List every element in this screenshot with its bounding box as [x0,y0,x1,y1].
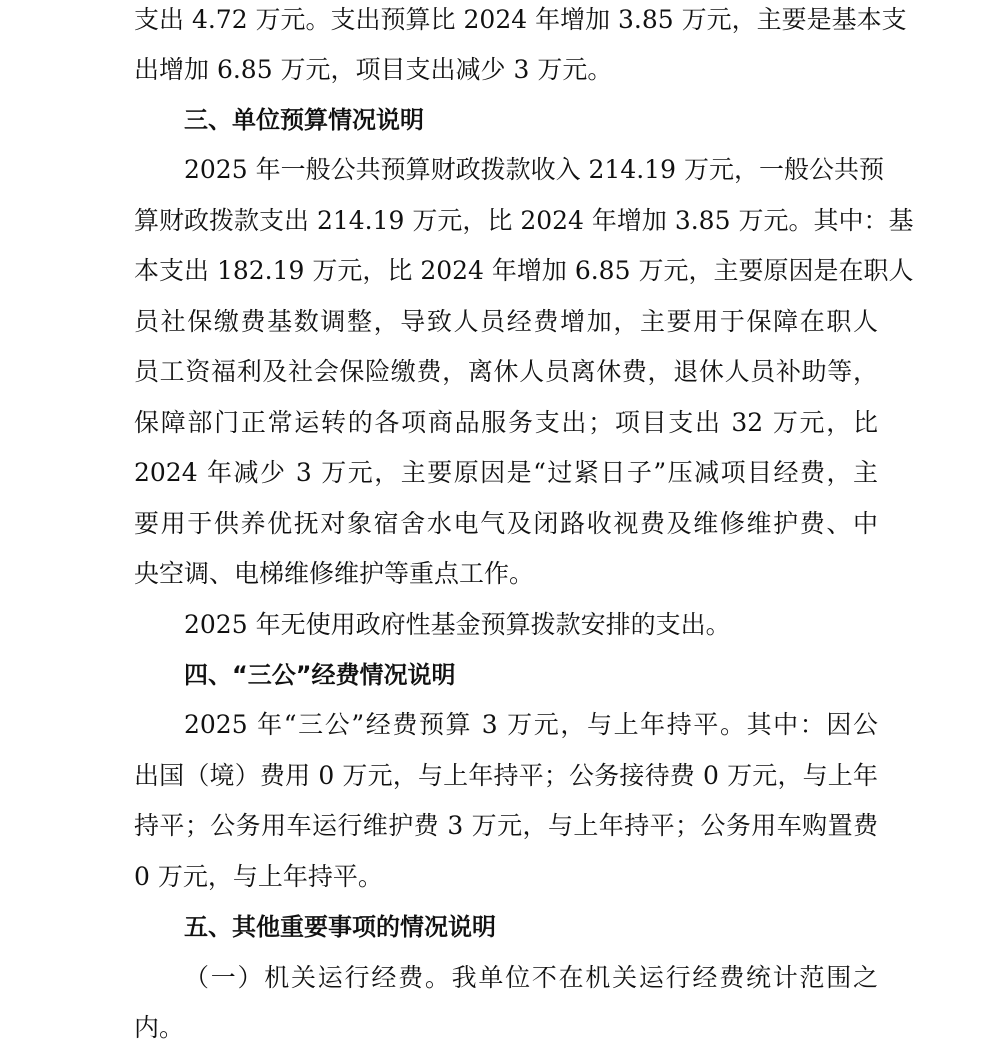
paragraph-line: 0 万元，与上年持平。 [134,862,383,891]
paragraph-line: 内。 [134,1013,185,1042]
paragraph-line: 2025 年无使用政府性基金预算拨款安排的支出。 [184,610,731,639]
paragraph-line: 员工资福利及社会保险缴费，离休人员离休费，退休人员补助等， [134,357,878,386]
paragraph-line: 算财政拨款支出 214.19 万元，比 2024 年增加 3.85 万元。其中：基 [134,206,914,235]
paragraph-line: 央空调、电梯维修维护等重点工作。 [134,559,535,588]
paragraph-line: 要用于供养优抚对象宿舍水电气及闭路收视费及维修维护费、中 [134,509,878,538]
paragraph-line: 出增加 6.85 万元，项目支出减少 3 万元。 [134,55,613,84]
paragraph-line: 出国（境）费用 0 万元，与上年持平；公务接待费 0 万元，与上年 [134,761,878,790]
paragraph-line: 2024 年减少 3 万元，主要原因是“过紧日子”压减项目经费，主 [134,458,878,487]
section-heading-4: 四、“三公”经费情况说明 [184,661,456,689]
section-heading-5: 五、其他重要事项的情况说明 [184,913,496,941]
section-heading-3: 三、单位预算情况说明 [184,106,424,134]
paragraph-line: 2025 年“三公”经费预算 3 万元，与上年持平。其中：因公 [184,710,878,739]
paragraph-line: 员社保缴费基数调整，导致人员经费增加，主要用于保障在职人 [134,307,878,336]
paragraph-line: 支出 4.72 万元。支出预算比 2024 年增加 3.85 万元，主要是基本支 [134,5,907,34]
paragraph-line: （一）机关运行经费。我单位不在机关运行经费统计范围之 [184,963,878,992]
paragraph-line: 2025 年一般公共预算财政拨款收入 214.19 万元，一般公共预 [184,155,884,184]
paragraph-line: 本支出 182.19 万元，比 2024 年增加 6.85 万元，主要原因是在职人 [134,256,914,285]
paragraph-line: 持平；公务用车运行维护费 3 万元，与上年持平；公务用车购置费 [134,811,878,840]
paragraph-line: 保障部门正常运转的各项商品服务支出；项目支出 32 万元，比 [134,408,878,437]
